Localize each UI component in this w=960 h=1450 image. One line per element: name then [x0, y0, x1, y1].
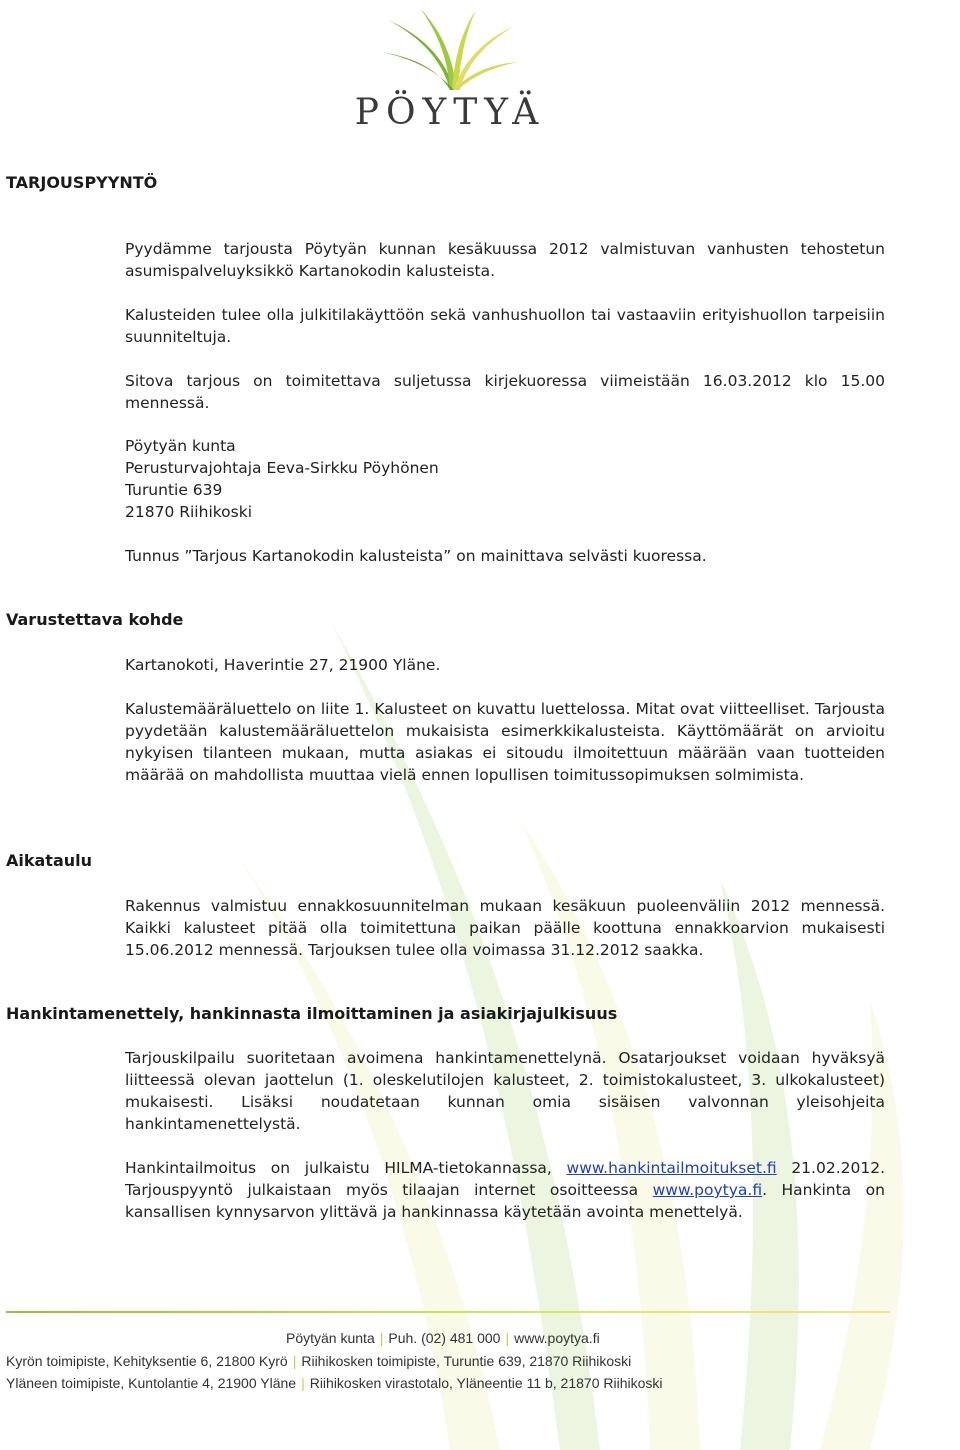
address-line-1: Pöytyän kunta — [125, 437, 236, 455]
section-heading-hankinta: Hankintamenettely, hankinnasta ilmoittaminen ja asiakirjajulkisuus — [6, 1004, 618, 1023]
footer-office-kyro: Kyrön toimipiste, Kehityksentie 6, 21800 Kyrö — [6, 1353, 288, 1369]
document-title: TARJOUSPYYNTÖ — [6, 173, 158, 192]
intro-paragraph-1: Pyydämme tarjousta Pöytyän kunnan kesäkuussa 2012 valmistuvan vanhusten tehostetun asumispalveluyksikkö Kartanokodin kalusteista. — [125, 240, 885, 280]
footer-office-ylane: Yläneen toimipiste, Kuntolantie 4, 21900 Yläne — [6, 1375, 297, 1391]
footer-office-virastotalo: Riihikosken virastotalo, Yläneentie 11 b, 21870 Riihikoski — [309, 1375, 663, 1391]
intro-paragraph-3: Sitova tarjous on toimitettava suljetussa kirjekuoressa viimeistään 16.03.2012 klo 15.00 mennessä. — [125, 372, 885, 412]
hankinta-paragraph-1: Tarjouskilpailu suoritetaan avoimena hankintamenettelynä. Osatarjoukset voidaan hyväksyä liitteessä olevan jaottelun (1. oleskelutilojen kalusteet, 2. toimistokalusteet, 3. ulkokalusteet) mukaisesti. Lisäksi noudatetaan kunnan omia sisäisen valvonnan yleisohjeita hankintamenettelystä. — [125, 1049, 885, 1133]
intro-paragraph-2: Kalusteiden tulee olla julkitilakäyttöön sekä vanhushuollon tai vastaaviin erityishuollon tarpeisiin suunniteltuja. — [125, 306, 885, 346]
footer-line-2 — [6, 1353, 906, 1369]
kohde-body: Kalustemääräluettelo on liite 1. Kalusteet on kuvattu luettelossa. Mitat ovat viitteelliset. Tarjousta pyydetään kalustemääräluettelon mukaisista esimerkkikalusteista. Käyttömäärät on arvioitu nykyisen tilanteen mukaan, mutta asiakas ei sitoudu ilmoitettuun määrään vaan tuotteiden määrää on mahdollista muuttaa vielä ennen lopullisen toimitussopimuksen solmimista. — [125, 700, 885, 784]
footer-phone: Puh. (02) 481 000 — [388, 1330, 501, 1346]
footer-separator: | — [379, 1330, 384, 1346]
logo-wordmark: PÖYTYÄ — [354, 92, 546, 133]
address-line-4: 21870 Riihikoski — [125, 503, 253, 521]
footer-divider — [6, 1311, 890, 1313]
poytya-website-link[interactable]: www.poytya.fi — [652, 1181, 763, 1199]
footer-separator: | — [301, 1375, 305, 1391]
section-heading-kohde: Varustettava kohde — [6, 610, 184, 629]
footer-line-1 — [286, 1330, 886, 1346]
aikataulu-body: Rakennus valmistuu ennakkosuunnitelman mukaan kesäkuun puoleenväliin 2012 mennessä. Kaikki kalusteet pitää olla toimitettuna paikan päälle koottuna ennakkoarvion mukaisesti 15.06.2012 mennessä. Tarjouksen tulee olla voimassa 31.12.2012 saakka. — [125, 897, 885, 959]
intro-paragraph-4: Tunnus ”Tarjous Kartanokodin kalusteista” on mainittava selvästi kuoressa. — [125, 547, 707, 565]
address-block — [125, 435, 885, 523]
section-heading-aikataulu: Aikataulu — [6, 851, 93, 870]
hilma-link[interactable]: www.hankintailmoitukset.fi — [566, 1159, 777, 1177]
hankinta-text-a: Hankintailmoitus on julkaistu HILMA-tietokannassa, — [125, 1159, 567, 1177]
hankinta-text-c: . Hankinta on kansallisen kynnysarvon ylittävä ja hankinnassa käytetään avointa menettelyä. — [125, 1181, 885, 1221]
footer-website: www.poytya.fi — [514, 1330, 600, 1346]
address-line-2: Perusturvajohtaja Eeva-Sirkku Pöyhönen — [125, 459, 439, 477]
address-line-3: Turuntie 639 — [125, 481, 223, 499]
footer-org-name: Pöytyän kunta — [286, 1330, 375, 1346]
kohde-location: Kartanokoti, Haverintie 27, 21900 Yläne. — [125, 656, 441, 674]
footer-separator: | — [292, 1353, 297, 1369]
poytya-logo — [330, 6, 570, 133]
grass-leaves-logo-icon — [380, 6, 520, 92]
footer-office-riihikoski: Riihikosken toimipiste, Turuntie 639, 21870 Riihikoski — [301, 1353, 632, 1369]
footer-line-3 — [6, 1375, 906, 1391]
hankinta-text-b: 21.02.2012. Tarjouspyyntö julkaistaan myös tilaajan internet osoitteessa — [125, 1159, 885, 1199]
hankinta-paragraph-2 — [125, 1157, 885, 1223]
footer-separator: | — [505, 1330, 510, 1346]
